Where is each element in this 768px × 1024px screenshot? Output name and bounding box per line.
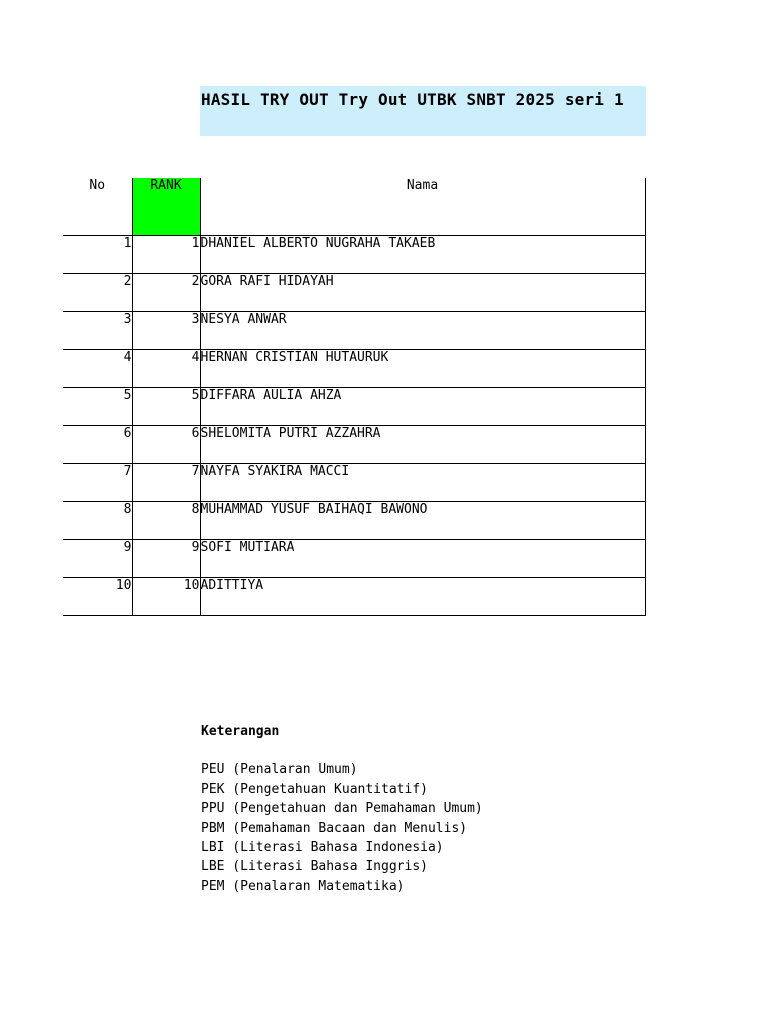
- table-row: [63, 463, 645, 501]
- notes-item: PEK (Pengetahuan Kuantitatif): [201, 781, 428, 797]
- cell-nama: HERNAN CRISTIAN HUTAURUK: [200, 349, 645, 387]
- cell-rank: 8: [132, 501, 200, 539]
- cell-nama: DIFFARA AULIA AHZA: [200, 387, 645, 425]
- table-row: [63, 539, 645, 577]
- table-header-row: [63, 178, 645, 235]
- table-row: [63, 235, 645, 273]
- cell-rank: 7: [132, 463, 200, 501]
- header-nama: Nama: [200, 178, 645, 235]
- cell-no: 9: [63, 539, 132, 577]
- cell-rank: 1: [132, 235, 200, 273]
- cell-no: 5: [63, 387, 132, 425]
- cell-no: 1: [63, 235, 132, 273]
- notes-title: Keterangan: [201, 724, 280, 739]
- table-row: [63, 577, 645, 615]
- cell-rank: 4: [132, 349, 200, 387]
- notes-item: PBM (Pemahaman Bacaan dan Menulis): [201, 820, 468, 836]
- header-rank: RANK: [132, 178, 200, 235]
- cell-no: 10: [63, 577, 132, 615]
- cell-rank: 10: [132, 577, 200, 615]
- cell-rank: 5: [132, 387, 200, 425]
- title-band: [200, 86, 646, 136]
- cell-rank: 3: [132, 311, 200, 349]
- cell-nama: GORA RAFI HIDAYAH: [200, 273, 645, 311]
- legend-notes: [201, 722, 483, 896]
- table-row: [63, 311, 645, 349]
- cell-rank: 2: [132, 273, 200, 311]
- page-title: HASIL TRY OUT Try Out UTBK SNBT 2025 seri 1: [201, 90, 624, 109]
- table-row: [63, 425, 645, 463]
- table-row: [63, 349, 645, 387]
- notes-item: PEM (Penalaran Matematika): [201, 878, 405, 894]
- notes-item: LBE (Literasi Bahasa Inggris): [201, 859, 428, 875]
- cell-no: 4: [63, 349, 132, 387]
- cell-no: 8: [63, 501, 132, 539]
- notes-item: PEU (Penalaran Umum): [201, 762, 358, 778]
- cell-no: 6: [63, 425, 132, 463]
- header-no: No: [63, 178, 132, 235]
- table-row: [63, 501, 645, 539]
- cell-nama: SOFI MUTIARA: [200, 539, 645, 577]
- cell-nama: SHELOMITA PUTRI AZZAHRA: [200, 425, 645, 463]
- cell-nama: NAYFA SYAKIRA MACCI: [200, 463, 645, 501]
- cell-rank: 6: [132, 425, 200, 463]
- cell-no: 7: [63, 463, 132, 501]
- cell-no: 2: [63, 273, 132, 311]
- cell-nama: DHANIEL ALBERTO NUGRAHA TAKAEB: [200, 235, 645, 273]
- cell-rank: 9: [132, 539, 200, 577]
- cell-nama: ADITTIYA: [200, 577, 645, 615]
- notes-item: LBI (Literasi Bahasa Indonesia): [201, 840, 444, 856]
- notes-item: PPU (Pengetahuan dan Pemahaman Umum): [201, 801, 483, 817]
- table-row: [63, 273, 645, 311]
- cell-nama: MUHAMMAD YUSUF BAIHAQI BAWONO: [200, 501, 645, 539]
- cell-no: 3: [63, 311, 132, 349]
- ranking-table: [63, 178, 646, 616]
- cell-nama: NESYA ANWAR: [200, 311, 645, 349]
- table-row: [63, 387, 645, 425]
